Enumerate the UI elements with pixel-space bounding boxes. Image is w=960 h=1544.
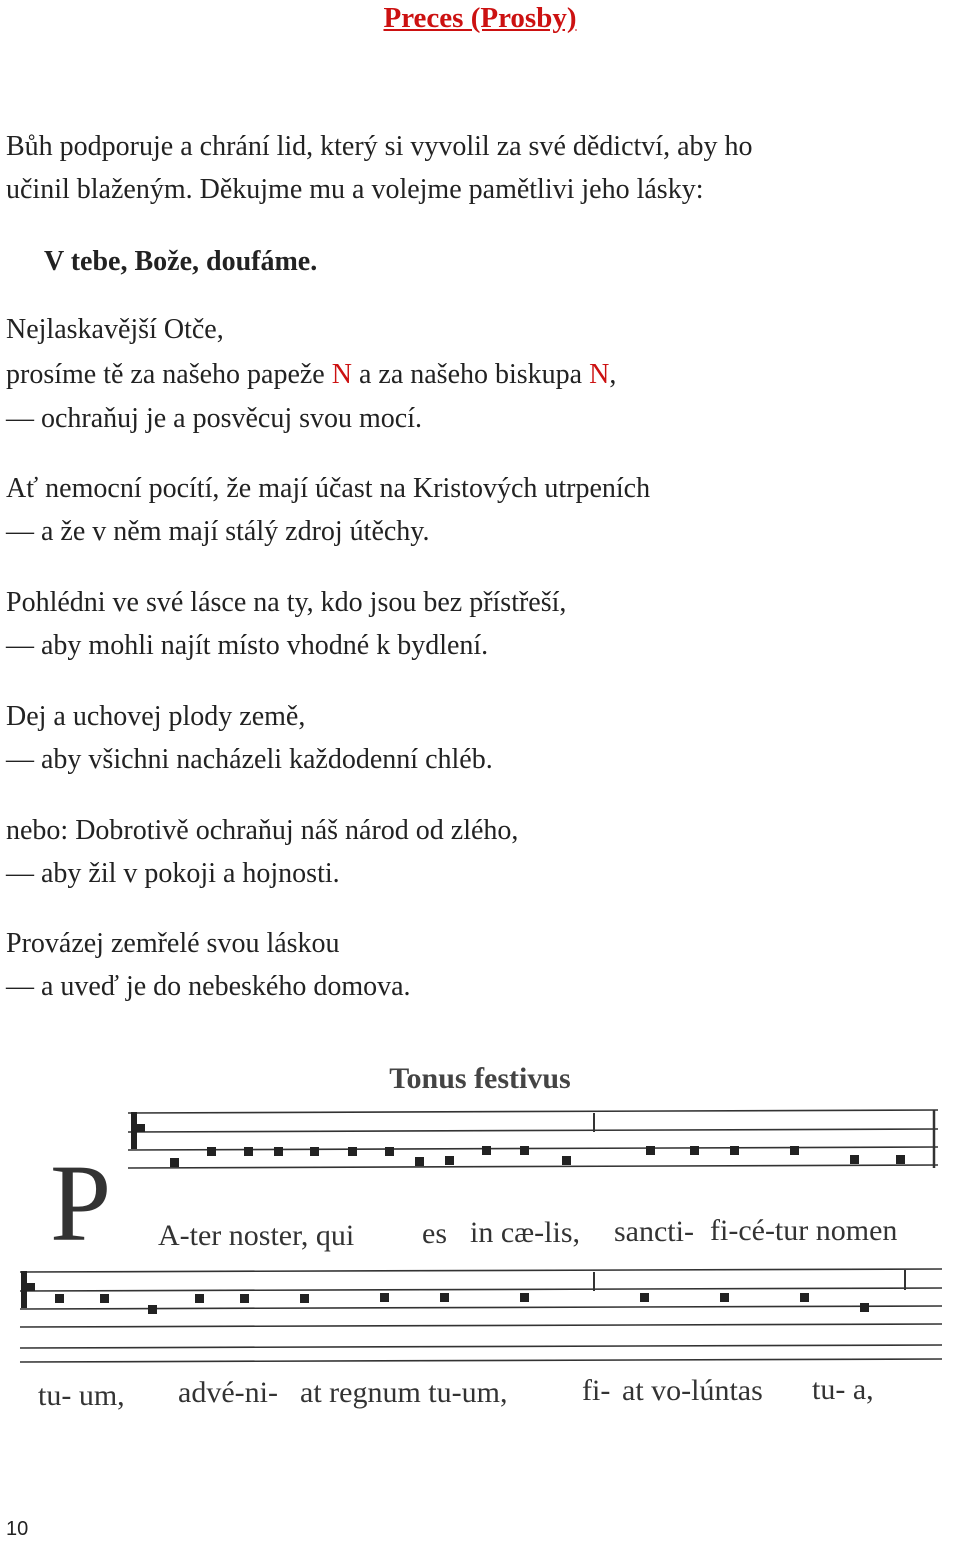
lyric-1-4: sancti- bbox=[614, 1215, 694, 1248]
petition-1-line-3: — ochraňuj je a posvěcuj svou mocí. bbox=[6, 403, 423, 434]
chant-notation bbox=[0, 1050, 960, 1440]
lyric-1-3: in cæ-lis, bbox=[470, 1216, 580, 1249]
petition-4-line-1: Dej a uchovej plody země, bbox=[6, 701, 306, 732]
clef-1 bbox=[131, 1112, 145, 1149]
petition-3-line-1: Pohlédni ve své lásce na ty, kdo jsou bez přístřeší, bbox=[6, 587, 567, 618]
petition-6-line-1: Provázej zemřelé svou láskou bbox=[6, 928, 340, 959]
lyrics-1 bbox=[158, 1214, 897, 1252]
intro-line-1: Bůh podporuje a chrání lid, který si vyvolil za své dědictví, aby ho bbox=[6, 131, 753, 162]
lyric-2-3: at regnum tu-um, bbox=[300, 1376, 508, 1409]
response-line: V tebe, Bože, doufáme. bbox=[44, 246, 318, 277]
clef-2 bbox=[21, 1271, 35, 1308]
lyric-2-5: at vo-lúntas bbox=[622, 1374, 763, 1407]
petition-1-text-a: prosíme tě za našeho papeže bbox=[6, 359, 332, 390]
lyrics-2 bbox=[38, 1373, 874, 1412]
chant-heading: Tonus festivus bbox=[389, 1062, 571, 1095]
petition-4-line-2: — aby všichni nacházeli každodenní chléb. bbox=[6, 744, 493, 775]
initial-letter: P bbox=[50, 1142, 112, 1264]
petition-1-text-c: , bbox=[609, 359, 617, 390]
petition-5-line-2: — aby žil v pokoji a hojnosti. bbox=[6, 858, 340, 889]
neumes-2 bbox=[55, 1293, 869, 1314]
page-title: Preces (Prosby) bbox=[383, 2, 577, 34]
lyric-2-2: advé-ni- bbox=[178, 1376, 278, 1409]
lyric-2-4: fi- bbox=[582, 1374, 611, 1407]
petition-2-line-1: Ať nemocní pocítí, že mají účast na Kristových utrpeních bbox=[6, 473, 651, 504]
petition-3-line-2: — aby mohli najít místo vhodné k bydlení. bbox=[6, 630, 489, 661]
petition-1-line-2 bbox=[6, 353, 616, 396]
petition-5-line-1: nebo: Dobrotivě ochraňuj náš národ od zlého, bbox=[6, 815, 519, 846]
lyric-1-5: fi-cé-tur nomen bbox=[710, 1214, 898, 1247]
page-number: 10 bbox=[6, 1518, 29, 1540]
pope-name-placeholder: N bbox=[331, 359, 352, 390]
lyric-1-2: es bbox=[422, 1217, 447, 1250]
petition-1-line-1: Nejlaskavější Otče, bbox=[6, 314, 224, 345]
staff-1 bbox=[128, 1110, 938, 1168]
petition-6-line-2: — a uveď je do nebeského domova. bbox=[6, 971, 411, 1002]
lyric-2-6: tu- a, bbox=[812, 1373, 874, 1406]
intro-line-2: učinil blaženým. Děkujme mu a volejme pamětlivi jeho lásky: bbox=[6, 174, 704, 205]
staff-2 bbox=[20, 1269, 942, 1362]
bishop-name-placeholder: N bbox=[589, 359, 610, 390]
petition-2-line-2: — a že v něm mají stálý zdroj útěchy. bbox=[6, 516, 430, 547]
lyric-2-1: tu- um, bbox=[38, 1379, 125, 1412]
lyric-1-1: A-ter noster, qui bbox=[158, 1219, 355, 1252]
petition-1-text-b: a za našeho biskupa bbox=[351, 359, 590, 390]
